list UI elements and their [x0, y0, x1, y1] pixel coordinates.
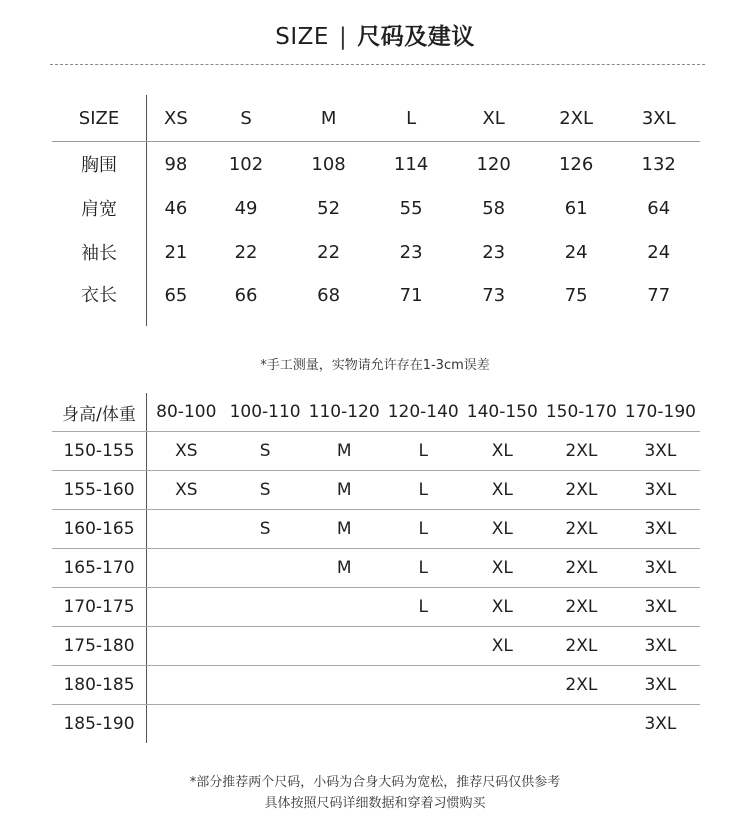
table-cell: 114 — [393, 153, 429, 175]
row-label: 衣长 — [81, 285, 117, 306]
table-cell: 49 — [234, 197, 258, 219]
row-label: 175-180 — [52, 627, 147, 666]
table-cell: XL — [463, 588, 542, 627]
table-cell: 3XL — [644, 714, 677, 734]
table-cell — [147, 588, 226, 627]
table-cell: 3XL — [621, 549, 700, 588]
row-label: 袖长 — [52, 230, 147, 274]
table-cell: 52 — [317, 197, 341, 219]
table-cell: 2XL — [542, 627, 621, 666]
table-cell — [147, 666, 226, 705]
row-label: 185-190 — [52, 705, 147, 744]
table-row — [52, 186, 700, 230]
table-cell: 22 — [234, 241, 258, 263]
table-cell: 24 — [647, 241, 671, 263]
row-label: 170-175 — [52, 588, 147, 627]
table-row — [52, 471, 700, 510]
header-cell: L — [370, 95, 453, 142]
table-cell — [463, 666, 542, 705]
table-cell: M — [305, 510, 384, 549]
header-cell: 2XL — [535, 95, 618, 142]
table-cell: 68 — [317, 285, 341, 306]
table-cell: 2XL — [542, 549, 621, 588]
table-row — [52, 274, 700, 326]
row-label: 胸围 — [52, 142, 147, 187]
table-cell — [384, 627, 463, 666]
table-cell: XL — [463, 627, 542, 666]
table-cell: 120 — [476, 153, 511, 175]
header-cell: SIZE — [52, 95, 147, 142]
table-cell — [147, 705, 226, 744]
table-cell: XL — [463, 549, 542, 588]
table-cell: 2XL — [542, 666, 621, 705]
table-row — [52, 142, 700, 187]
size-table-header — [52, 95, 700, 142]
table-cell: 21 — [164, 241, 188, 263]
table-cell: M — [305, 549, 384, 588]
table-cell: XL — [463, 432, 542, 471]
table-cell: 71 — [399, 285, 423, 306]
table-cell — [305, 627, 384, 666]
table-cell: 2XL — [542, 510, 621, 549]
table-cell: XS — [147, 432, 226, 471]
title-separator: | — [338, 24, 348, 50]
table-cell: L — [384, 588, 463, 627]
table-cell — [384, 705, 463, 744]
row-label: 155-160 — [52, 471, 147, 510]
table-cell: 22 — [317, 241, 341, 263]
header-cell: XL — [452, 95, 535, 142]
table-cell — [384, 666, 463, 705]
header-cell: M — [287, 95, 370, 142]
table-cell — [542, 705, 621, 744]
table-cell — [305, 588, 384, 627]
row-label: 150-155 — [52, 432, 147, 471]
title-en: SIZE — [275, 24, 329, 50]
table-cell: 23 — [482, 241, 506, 263]
header-cell: 身高/体重 — [52, 393, 147, 432]
table-cell: 2XL — [542, 588, 621, 627]
table-cell: 102 — [228, 153, 264, 175]
table-cell: L — [384, 432, 463, 471]
header-cell: 3XL — [617, 95, 700, 142]
table-cell: 55 — [399, 197, 423, 219]
table-cell: M — [305, 471, 384, 510]
table-cell: L — [384, 471, 463, 510]
table-cell — [226, 705, 305, 744]
table-cell: 108 — [311, 153, 346, 175]
row-label: 180-185 — [52, 666, 147, 705]
table-cell: L — [384, 510, 463, 549]
table-cell: XS — [147, 471, 226, 510]
table-cell: 3XL — [621, 588, 700, 627]
header-cell: 140-150 — [463, 393, 542, 432]
row-label: 肩宽 — [52, 186, 147, 230]
table-cell: 2XL — [542, 471, 621, 510]
header-cell: 110-120 — [305, 393, 384, 432]
header-cell: 120-140 — [384, 393, 463, 432]
table-cell: 3XL — [621, 627, 700, 666]
table-cell — [147, 510, 226, 549]
note-line-2: 具体按照尺码详细数据和穿着习惯购买 — [264, 796, 486, 811]
recommend-table-header — [52, 393, 700, 432]
dotted-divider — [50, 64, 705, 65]
table-cell: 3XL — [621, 471, 700, 510]
table-cell: S — [226, 510, 305, 549]
table-row — [52, 549, 700, 588]
table-cell: 66 — [234, 285, 258, 306]
size-table — [52, 95, 700, 326]
table-cell: 77 — [647, 285, 671, 306]
table-cell — [226, 666, 305, 705]
title-cn: 尺码及建议 — [357, 24, 475, 50]
table-cell: XL — [463, 471, 542, 510]
header-cell: 170-190 — [621, 393, 700, 432]
header-cell: 150-170 — [542, 393, 621, 432]
table-row — [52, 510, 700, 549]
table-cell — [305, 666, 384, 705]
table-cell: 73 — [482, 285, 506, 306]
table-row — [52, 588, 700, 627]
table-cell: 64 — [647, 197, 671, 219]
table-cell: 65 — [164, 285, 188, 306]
header-cell: XS — [147, 95, 205, 142]
table-cell — [463, 705, 542, 744]
page-title — [0, 18, 750, 51]
measurement-note: *手工测量，实物请允许存在1-3cm误差 — [260, 358, 490, 373]
table-cell: 3XL — [621, 510, 700, 549]
table-cell: 58 — [482, 197, 506, 219]
table-cell: S — [226, 432, 305, 471]
table-cell: XL — [463, 510, 542, 549]
header-cell: 100-110 — [226, 393, 305, 432]
table-cell: M — [305, 432, 384, 471]
table-cell: 24 — [564, 241, 588, 263]
table-cell: 23 — [399, 241, 423, 263]
table-cell — [226, 549, 305, 588]
note-line-1: *部分推荐两个尺码，小码为合身大码为宽松，推荐尺码仅供参考 — [189, 775, 561, 790]
table-cell: L — [384, 549, 463, 588]
table-cell: 126 — [558, 153, 594, 175]
table-row — [52, 666, 700, 705]
table-cell — [226, 588, 305, 627]
recommend-table — [52, 393, 700, 743]
table-cell: 3XL — [621, 666, 700, 705]
table-row — [52, 627, 700, 666]
table-cell: 3XL — [621, 432, 700, 471]
table-cell — [147, 549, 226, 588]
recommendation-note — [0, 772, 750, 814]
row-label: 165-170 — [52, 549, 147, 588]
header-cell: S — [205, 95, 288, 142]
table-cell — [305, 705, 384, 744]
table-cell — [147, 627, 226, 666]
table-cell: 98 — [164, 153, 188, 175]
table-row — [52, 705, 700, 744]
table-cell: 2XL — [542, 432, 621, 471]
table-cell: 61 — [564, 197, 588, 219]
table-cell: 46 — [164, 197, 188, 219]
table-cell — [226, 627, 305, 666]
table-cell: S — [226, 471, 305, 510]
table-cell: 75 — [564, 285, 588, 306]
header-cell: 80-100 — [147, 393, 226, 432]
table-row — [52, 432, 700, 471]
row-label: 160-165 — [52, 510, 147, 549]
table-row — [52, 230, 700, 274]
table-cell: 132 — [641, 153, 676, 175]
